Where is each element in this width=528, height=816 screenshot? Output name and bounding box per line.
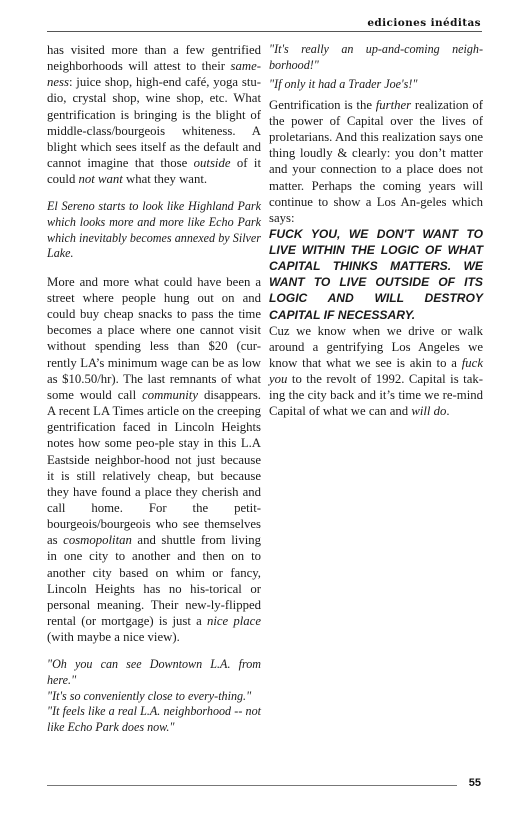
- page-number: 55: [468, 777, 481, 789]
- right-column: [269, 42, 483, 420]
- publisher-brand: ediciones inéditas: [367, 17, 481, 29]
- quote-real-neighborhood: "It feels like a real L.A. neighborhood -- not like Echo Park does now.": [47, 704, 261, 734]
- quote-trader-joes: "If only it had a Trader Joe's!": [269, 77, 418, 92]
- paragraph-community: More and more what could have been a street where people hung out on and could buy cheap snacks to pass the time becomes a place where one cannot visit without spending less than $20 (cur-rently LA’s minimum wage can be as low as $10.50/hr). The last remnants of what some would call community disappears. A recent LA Times article on the creeping gentrification faced in Lincoln Heights notes how some peo-ple stay in this L.A Eastside neighbor-hood not just because it is still relatively cheap, but because they have found a place they cherish and call home. For the petit-bourgeois/bourgeois who see themselves as cosmopolitan and shuttle from living in one city to another and then on to another city based on whim or fancy, Lincoln Heights has no his-torical or personal meaning. Their new-ly-flipped rental (or mortgage) is just a nice place (with maybe a nice view).: [47, 274, 261, 645]
- manifesto-chant: FUCK YOU, WE DON'T WANT TO LIVE WITHIN THE LOGIC OF WHAT CAPITAL THINKS MATTERS. WE WANT TO LIVE OUTSIDE OF ITS LOGIC AND WILL DESTROY CAPITAL IF NECESSARY.: [269, 227, 483, 322]
- quote-close-to-everything: "It's so conveniently close to every-thing.": [47, 688, 252, 703]
- quote-up-and-coming: "It's really an up-and-coming neigh-borhood!": [269, 42, 483, 72]
- footer-rule: [47, 785, 457, 786]
- paragraph-realization: Gentrification is the further realization of the power of Capital over the lives of proletarians. And this realization says one thing loudly & clearly: you don’t matter and your connection to a place does not matter. Perhaps the coming years will continue to show a Los An-geles which says:: [269, 97, 483, 225]
- paragraph-sameness: has visited more than a few gentrified neighborhoods will attest to their same-ness: juice shop, high-end café, yoga stu-dio, crystal shop, wine shop, etc. What gentrification is bringing is the blight of middle-class/bourgeois whiteness. A blight which sees itself as the default and cannot imagine that those outside of it could not want what they want.: [47, 43, 261, 187]
- paragraph-revolt: Cuz we know when we drive or walk around a gentrifying Los Angeles we know that what we see is akin to a fuck you to the revolt of 1992. Capital is tak-ing the city back and it’s time we re-mind Capital of what we can and will do.: [269, 323, 483, 419]
- left-column: [47, 42, 261, 735]
- quote-el-sereno: El Sereno starts to look like Highland Park which looks more and more like Echo Park which inevitably becomes annexed by Silver Lake.: [47, 199, 261, 261]
- quote-downtown: "Oh you can see Downtown L.A. from here.": [47, 657, 261, 687]
- header-rule: [47, 31, 482, 32]
